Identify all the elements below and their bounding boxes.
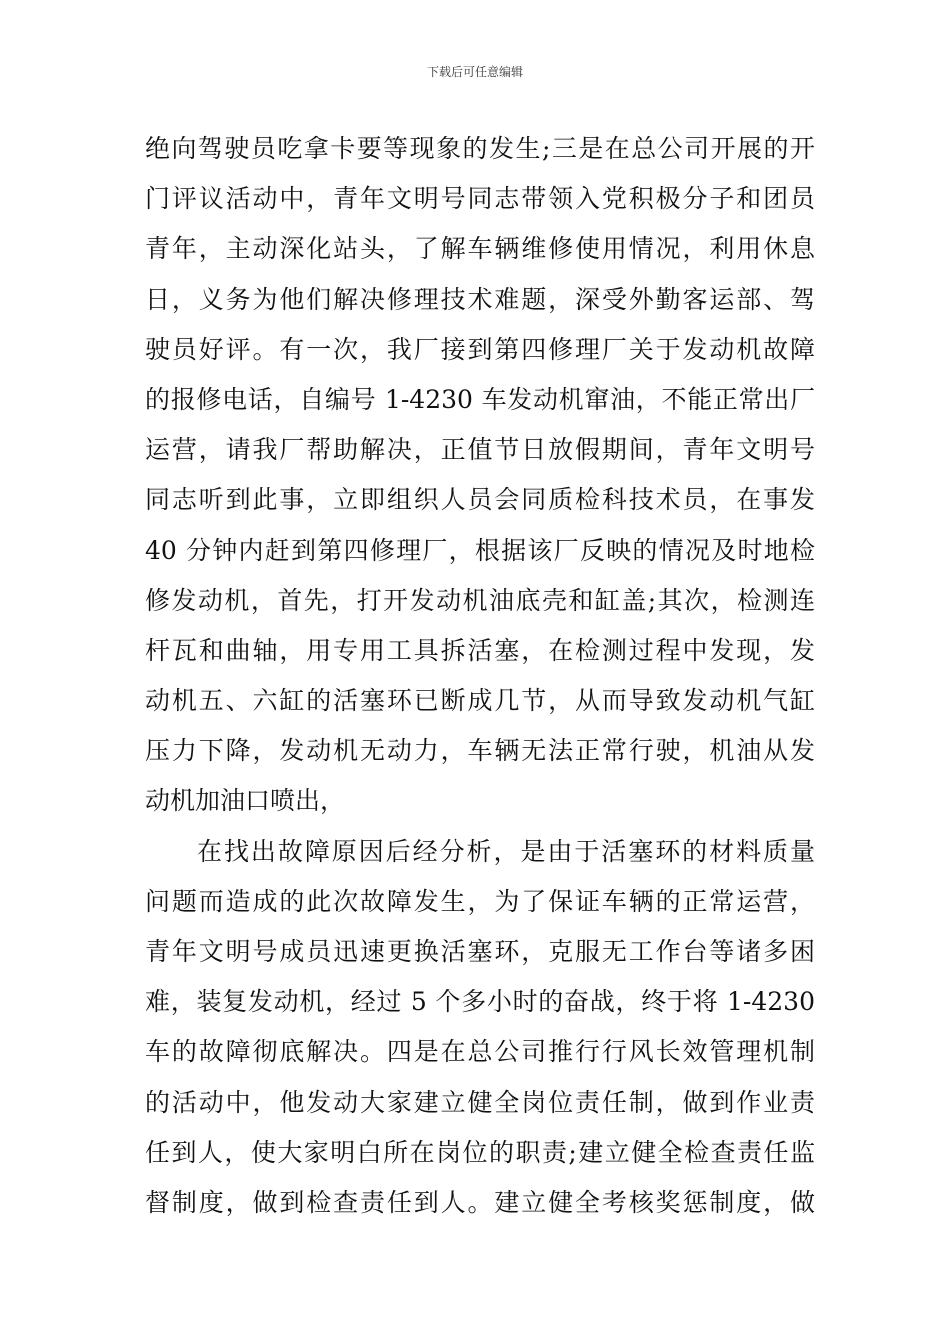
text-line: 的报修电话，自编号 1-4230 车发动机窜油，不能正常出厂 — [145, 384, 815, 414]
header-note: 下载后可任意编辑 — [426, 65, 523, 79]
text-line: 日，义务为他们解决修理技术难题，深受外勤客运部、驾 — [145, 284, 815, 314]
text-line: 压力下降，发动机无动力，车辆无法正常行驶，机油从发 — [145, 736, 815, 766]
text-line: 驶员好评。有一次，我厂接到第四修理厂关于发动机故障 — [145, 334, 815, 364]
text-line: 青年文明号成员迅速更换活塞环，克服无工作台等诸多困 — [145, 937, 815, 966]
text-line: 车的故障彻底解决。四是在总公司推行行风长效管理机制 — [145, 1037, 815, 1067]
paragraph-end-line: 动机加油口喷出， — [145, 786, 346, 816]
text-line: 门评议活动中，青年文明号同志带领入党积极分子和团员 — [145, 184, 815, 214]
body-text — [145, 124, 815, 1228]
text-line: 任到人，使大家明白所在岗位的职责;建立健全检查责任监 — [145, 1137, 815, 1167]
text-line: 运营，请我厂帮助解决，正值节日放假期间，青年文明号 — [145, 435, 815, 465]
text-line: 的活动中，他发动大家建立健全岗位责任制，做到作业责 — [145, 1087, 815, 1117]
text-line: 问题而造成的此次故障发生，为了保证车辆的正常运营， — [145, 886, 815, 916]
text-line: 杆瓦和曲轴，用专用工具拆活塞，在检测过程中发现，发 — [145, 635, 815, 665]
text-line: 40 分钟内赶到第四修理厂，根据该厂反映的情况及时地检 — [145, 535, 815, 565]
text-line: 绝向驾驶员吃拿卡要等现象的发生;三是在总公司开展的开 — [145, 134, 815, 163]
text-line: 青年，主动深化站头，了解车辆维修使用情况，利用休息 — [145, 234, 815, 264]
text-line: 动机五、六缸的活塞环已断成几节，从而导致发动机气缸 — [145, 686, 815, 716]
text-line: 难，装复发动机，经过 5 个多小时的奋战，终于将 1-4230 — [145, 987, 815, 1017]
text-line: 修发动机，首先，打开发动机油底壳和缸盖;其次，检测连 — [145, 585, 815, 615]
text-line: 督制度，做到检查责任到人。建立健全考核奖惩制度，做 — [145, 1187, 815, 1217]
text-line: 同志听到此事，立即组织人员会同质检科技术员，在事发 — [145, 485, 815, 515]
paragraph-start-line: 在找出故障原因后经分析，是由于活塞环的材料质量 — [197, 836, 815, 866]
